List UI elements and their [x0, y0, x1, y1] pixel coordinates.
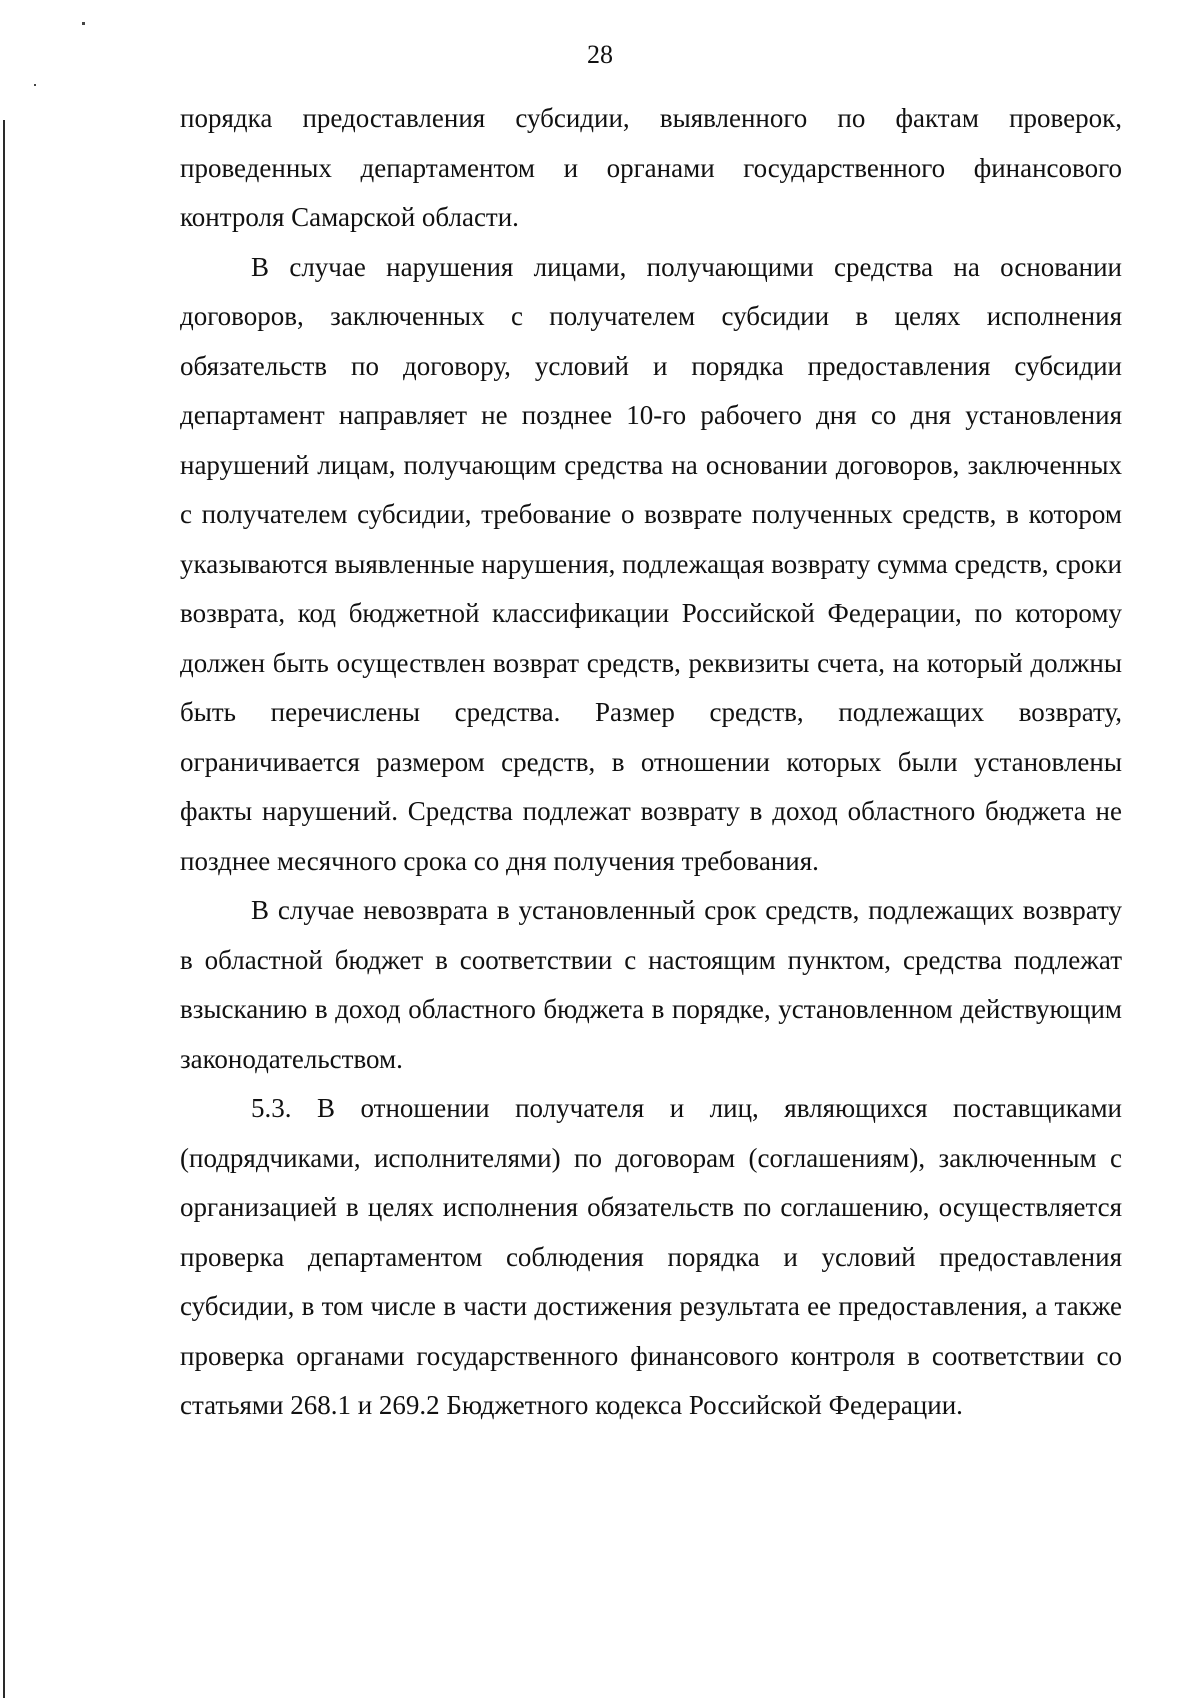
scan-border-line: [3, 120, 5, 1698]
paragraph-3: В случае невозврата в установленный срок средств, подлежащих возврату в областной бюджет в соответствии с настоящим пунктом, средства подлежат взысканию в доход областного бюджета в порядке, установленном действующим законодательством.: [180, 895, 1122, 1074]
scan-speck: [34, 84, 36, 86]
document-body: [180, 94, 1122, 1431]
paragraph-2: В случае нарушения лицами, получающими средства на основании договоров, заключенных с получателем субсидии в целях исполнения обязательств по договору, условий и порядка предоставления субсидии департамент направляет не позднее 10-го рабочего дня со дня установления нарушений лицам, получающим средства на основании договоров, заключенных с получателем субсидии, требование о возврате полученных средств, в котором указываются выявленные нарушения, подлежащая возврату сумма средств, сроки возврата, код бюджетной классификации Российской Федерации, по которому должен быть осуществлен возврат средств, реквизиты счета, на который должны быть перечислены средства. Размер средств, подлежащих возврату, ограничивается размером средств, в отношении которых были установлены факты нарушений. Средства подлежат возврату в доход областного бюджета не позднее месячного срока со дня получения требования.: [180, 251, 1122, 876]
scan-speck: [82, 22, 85, 25]
paragraph-1: порядка предоставления субсидии, выявленного по фактам проверок, проведенных департаментом и органами государственного финансового контроля Самарской области.: [180, 103, 1122, 232]
page-number: 28: [587, 40, 613, 69]
paragraph-4: 5.3. В отношении получателя и лиц, являющихся поставщиками (подрядчиками, исполнителями) по договорам (соглашениям), заключенным с организацией в целях исполнения обязательств по соглашению, осуществляется проверка департаментом соблюдения порядка и условий предоставления субсидии, в том числе в части достижения результата ее предоставления, а также проверка органами государственного финансового контроля в соответствии со статьями 268.1 и 269.2 Бюджетного кодекса Российской Федерации.: [180, 1093, 1122, 1420]
